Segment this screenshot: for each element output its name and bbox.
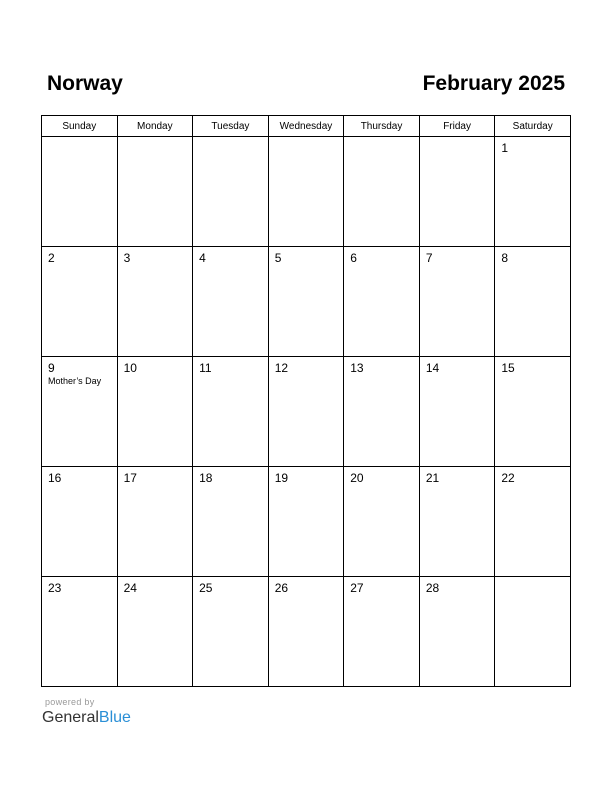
- week-row: [42, 467, 571, 577]
- day-cell: [344, 247, 420, 357]
- holiday-label: Mother’s Day: [48, 376, 102, 386]
- day-number: 14: [425, 361, 440, 375]
- day-cell: [495, 467, 571, 577]
- day-number: 27: [350, 581, 364, 595]
- day-number: 2: [48, 251, 55, 265]
- day-cell: [495, 357, 571, 467]
- weekday-header: Thursday: [344, 116, 420, 137]
- day-number: 24: [123, 581, 137, 595]
- week-row: [42, 357, 571, 467]
- day-cell: [268, 247, 344, 357]
- day-number: 17: [123, 471, 137, 485]
- day-cell: [419, 247, 495, 357]
- day-number: 6: [350, 251, 357, 265]
- weekday-header: Friday: [419, 116, 495, 137]
- month-year-title: February 2025: [422, 72, 565, 95]
- day-cell: [419, 137, 495, 247]
- logo-blue-text: Blue: [98, 709, 131, 726]
- day-cell: [117, 467, 193, 577]
- country-title: Norway: [47, 72, 123, 95]
- weekday-header: Saturday: [495, 116, 571, 137]
- day-cell: [344, 357, 420, 467]
- day-cell: [42, 247, 118, 357]
- day-cell: [117, 577, 193, 687]
- day-number: 11: [199, 361, 212, 375]
- day-number: 16: [48, 471, 62, 485]
- day-cell: [495, 577, 571, 687]
- day-cell: [117, 247, 193, 357]
- powered-by-text: powered by: [45, 697, 95, 707]
- day-number: 23: [48, 581, 62, 595]
- day-number: 13: [350, 361, 364, 375]
- day-cell: [42, 137, 118, 247]
- day-number: 1: [501, 141, 509, 155]
- day-cell: [495, 247, 571, 357]
- day-number: 28: [425, 581, 440, 595]
- week-row: [42, 247, 571, 357]
- week-row: [42, 137, 571, 247]
- day-cell: [117, 357, 193, 467]
- day-cell: [268, 467, 344, 577]
- day-number: 25: [199, 581, 213, 595]
- day-cell: [344, 467, 420, 577]
- day-cell: [419, 577, 495, 687]
- weekday-header: Tuesday: [193, 116, 269, 137]
- day-cell: [117, 137, 193, 247]
- day-cell: [193, 577, 269, 687]
- day-number: 21: [425, 471, 440, 485]
- day-cell: [268, 137, 344, 247]
- day-cell: [193, 247, 269, 357]
- day-number: 15: [501, 361, 515, 375]
- day-number: 19: [274, 471, 289, 485]
- generalblue-logo[interactable]: [42, 708, 131, 728]
- day-cell: [495, 137, 571, 247]
- day-number: 10: [123, 361, 137, 375]
- day-number: 3: [123, 251, 131, 265]
- logo-general-text: General: [42, 709, 99, 726]
- day-cell: [268, 357, 344, 467]
- week-row: [42, 577, 571, 687]
- day-number: 22: [501, 471, 515, 485]
- day-cell: [419, 357, 495, 467]
- calendar-grid: [41, 115, 571, 687]
- weekday-header: Wednesday: [268, 116, 344, 137]
- day-number: 7: [425, 251, 433, 265]
- day-cell: [344, 137, 420, 247]
- day-number: 5: [274, 251, 282, 265]
- day-cell: [42, 467, 118, 577]
- day-cell: [268, 577, 344, 687]
- day-cell: [193, 137, 269, 247]
- day-number: 9: [48, 361, 55, 375]
- day-cell: [193, 357, 269, 467]
- day-cell: [42, 577, 118, 687]
- day-cell: [344, 577, 420, 687]
- day-number: 18: [199, 471, 213, 485]
- day-cell: [193, 467, 269, 577]
- day-number: 26: [274, 581, 289, 595]
- day-cell: [419, 467, 495, 577]
- day-number: 8: [501, 251, 509, 265]
- weekday-header-row: [42, 116, 571, 137]
- day-number: 4: [199, 251, 206, 265]
- weekday-header: Monday: [117, 116, 193, 137]
- day-cell: [42, 357, 118, 467]
- weekday-header: Sunday: [42, 116, 118, 137]
- day-number: 12: [274, 361, 289, 375]
- day-number: 20: [350, 471, 364, 485]
